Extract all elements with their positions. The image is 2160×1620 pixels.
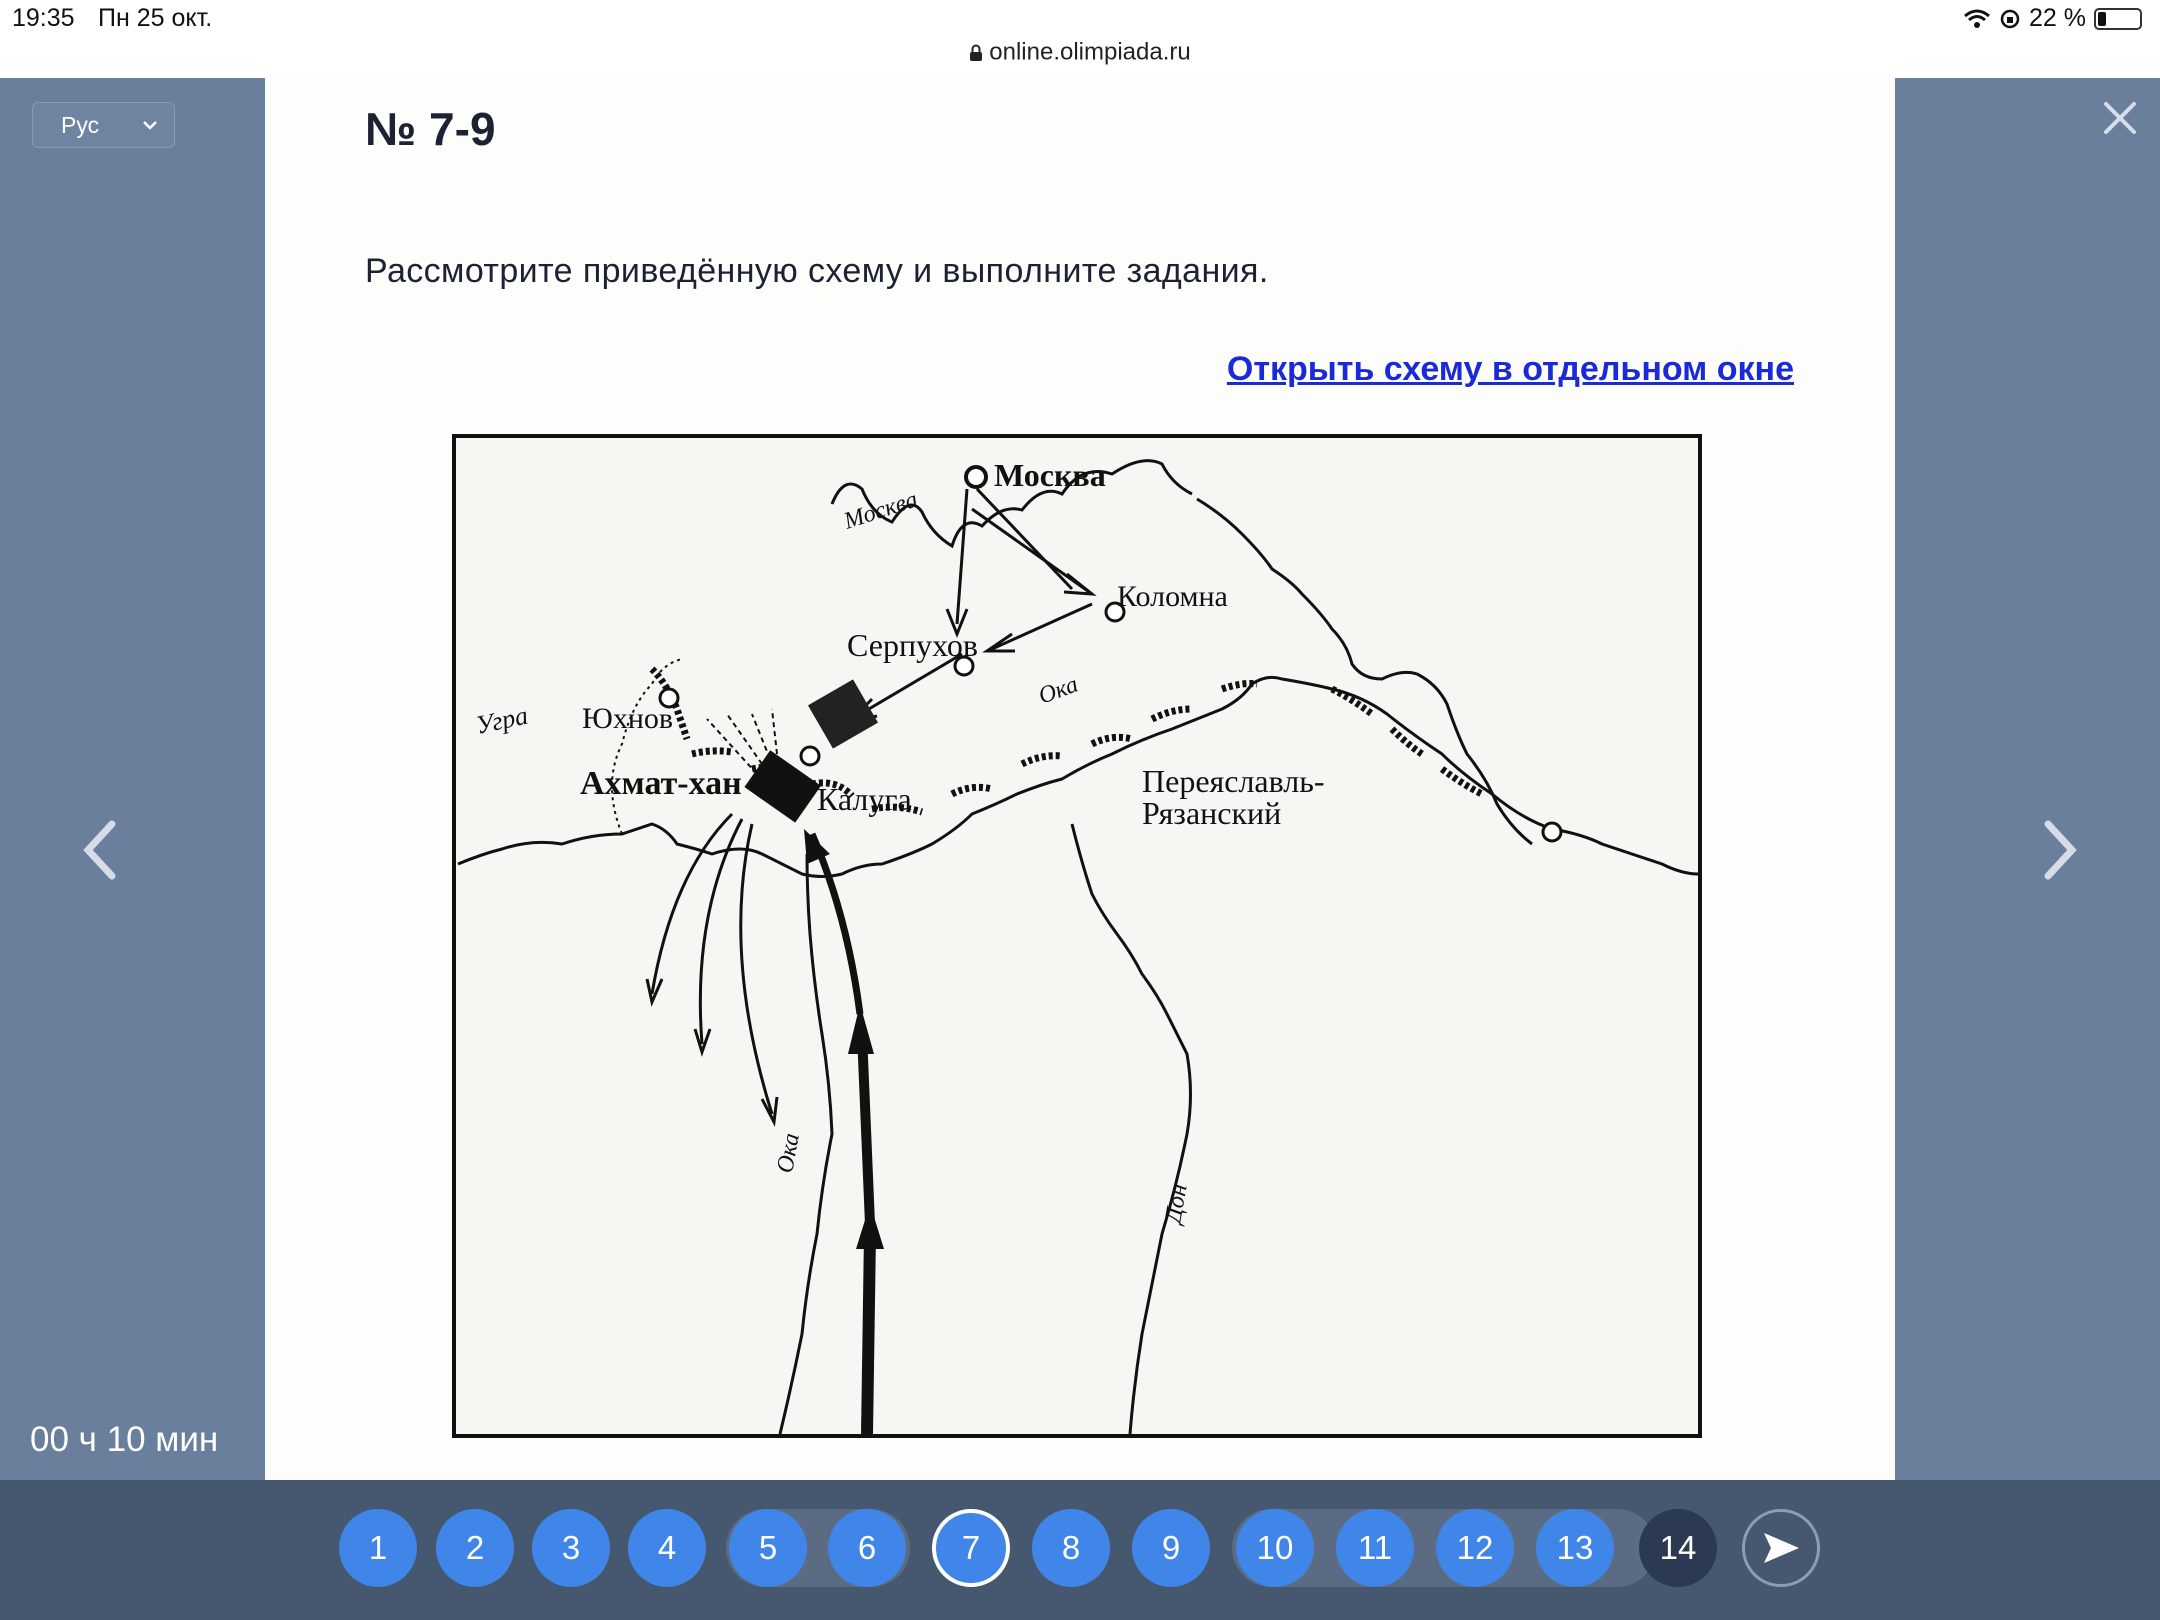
label-moskva-city: Москва xyxy=(994,457,1106,493)
chevron-down-icon xyxy=(140,115,160,135)
right-panel xyxy=(1895,78,2160,1480)
timer: 00 ч 10 мин xyxy=(30,1420,219,1459)
label-serpukhov: Серпухов xyxy=(847,627,978,663)
language-select[interactable] xyxy=(32,102,175,148)
url-text: online.olimpiada.ru xyxy=(989,38,1191,66)
send-icon xyxy=(1761,1530,1801,1566)
lock-icon xyxy=(969,44,983,62)
address-bar[interactable] xyxy=(0,38,2160,67)
question-button-10[interactable]: 10 xyxy=(1236,1509,1314,1587)
historical-map xyxy=(452,434,1702,1438)
label-oka-east: Ока xyxy=(1035,671,1082,710)
label-oka-south: Ока xyxy=(772,1131,805,1176)
question-button-1[interactable]: 1 xyxy=(339,1509,417,1587)
label-ugra: Угра xyxy=(473,700,531,740)
label-pereyaslavl-2: Рязанский xyxy=(1142,795,1282,831)
label-kolomna: Коломна xyxy=(1117,580,1228,613)
label-moskva-river: Москва xyxy=(840,486,921,535)
battery-percent: 22 % xyxy=(2029,4,2086,32)
question-button-5[interactable]: 5 xyxy=(729,1509,807,1587)
advance-arrow-1 xyxy=(867,1234,870,1434)
next-arrow-icon[interactable] xyxy=(2038,818,2082,882)
pereyaslavl-marker xyxy=(1543,823,1561,841)
question-button-12[interactable]: 12 xyxy=(1436,1509,1514,1587)
status-indicators xyxy=(1963,4,2142,33)
kaluga-marker xyxy=(801,747,819,765)
open-scheme-link[interactable]: Открыть схему в отдельном окне xyxy=(1226,350,1794,388)
status-date: Пн 25 окт. xyxy=(98,4,213,32)
label-yukhnov: Юхнов xyxy=(582,702,674,735)
label-pereyaslavl-1: Переяславль- xyxy=(1142,763,1325,799)
close-icon[interactable] xyxy=(2102,100,2138,136)
label-akhmat: Ахмат-хан xyxy=(580,765,742,802)
previous-arrow-icon[interactable] xyxy=(78,818,122,882)
question-button-2[interactable]: 2 xyxy=(436,1509,514,1587)
label-don: Дон xyxy=(1160,1181,1193,1226)
label-kaluga: Калуга xyxy=(817,781,912,817)
question-button-14[interactable]: 14 xyxy=(1639,1509,1717,1587)
orientation-lock-icon xyxy=(1999,8,2021,30)
task-instruction: Рассмотрите приведённую схему и выполните задания. xyxy=(365,252,1269,290)
question-button-6[interactable]: 6 xyxy=(828,1509,906,1587)
status-bar xyxy=(0,0,2160,79)
left-panel xyxy=(0,78,265,1480)
submit-button[interactable] xyxy=(1742,1509,1820,1587)
status-time: 19:35 xyxy=(12,4,75,32)
question-button-11[interactable]: 11 xyxy=(1336,1509,1414,1587)
question-button-13[interactable]: 13 xyxy=(1536,1509,1614,1587)
battery-icon xyxy=(2094,8,2142,30)
question-button-4[interactable]: 4 xyxy=(628,1509,706,1587)
map-frame xyxy=(454,436,1700,1436)
wifi-icon xyxy=(1963,8,1991,30)
moskva-city-marker xyxy=(966,467,986,487)
question-button-7[interactable]: 7 xyxy=(932,1509,1010,1587)
language-value: Рус xyxy=(61,111,100,138)
task-title: № 7-9 xyxy=(365,103,496,155)
task-content xyxy=(265,78,1895,1480)
question-button-9[interactable]: 9 xyxy=(1132,1509,1210,1587)
question-button-8[interactable]: 8 xyxy=(1032,1509,1110,1587)
question-button-3[interactable]: 3 xyxy=(532,1509,610,1587)
